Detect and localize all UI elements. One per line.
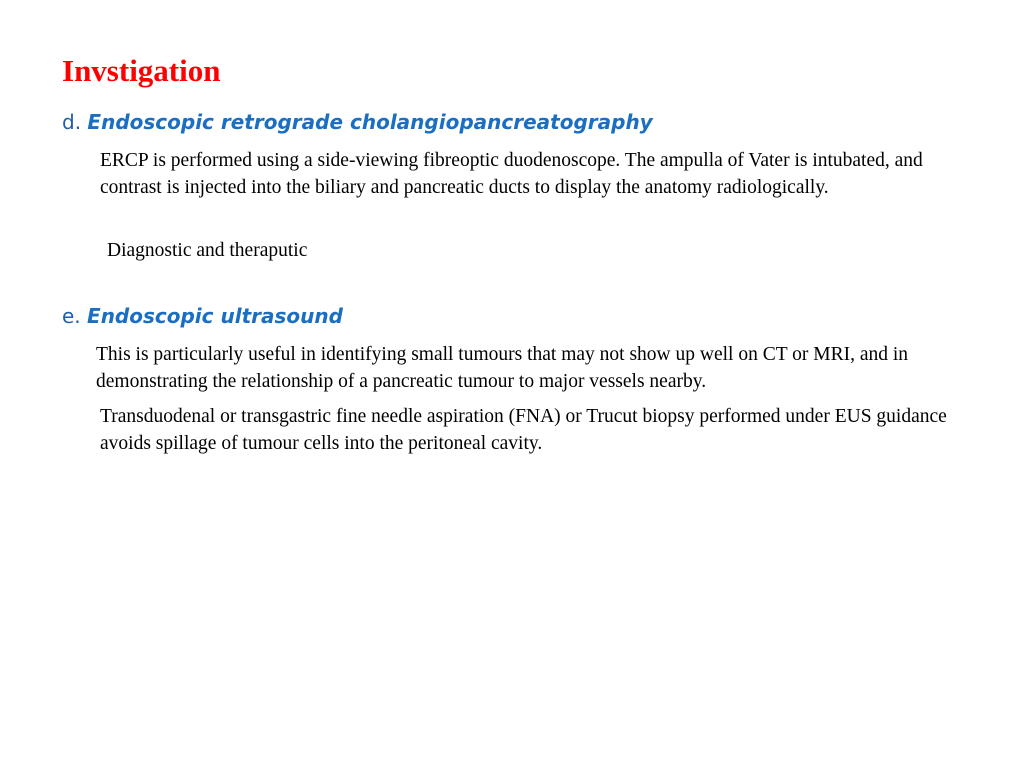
ercp-description: ERCP is performed using a side-viewing fibreoptic duodenoscope. The ampulla of Vater is intubated, and contrast is injected into the biliary and pancreatic ducts to display the anatomy radiologically. [100, 150, 923, 198]
section-marker-d: d. [62, 110, 88, 134]
eus-description: This is particularly useful in identifying small tumours that may not show up well on CT or MRI, and in demonstrating the relationship of a pancreatic tumour to major vessels nearby. [96, 344, 909, 392]
section-heading-ercp [62, 109, 653, 135]
eus-biopsy-note: Transduodenal or transgastric fine needle aspiration (FNA) or Trucut biopsy performed under EUS guidance avoids spillage of tumour cells into the peritoneal cavity. [100, 406, 947, 454]
section-title-eus: Endoscopic ultrasound [87, 304, 343, 328]
slide-title: Invstigation [62, 53, 221, 88]
section-marker-e: e. [62, 304, 88, 328]
section-heading-eus [62, 303, 343, 329]
ercp-use-note: Diagnostic and theraputic [107, 240, 308, 261]
section-title-ercp: Endoscopic retrograde cholangiopancreatography [87, 110, 653, 134]
